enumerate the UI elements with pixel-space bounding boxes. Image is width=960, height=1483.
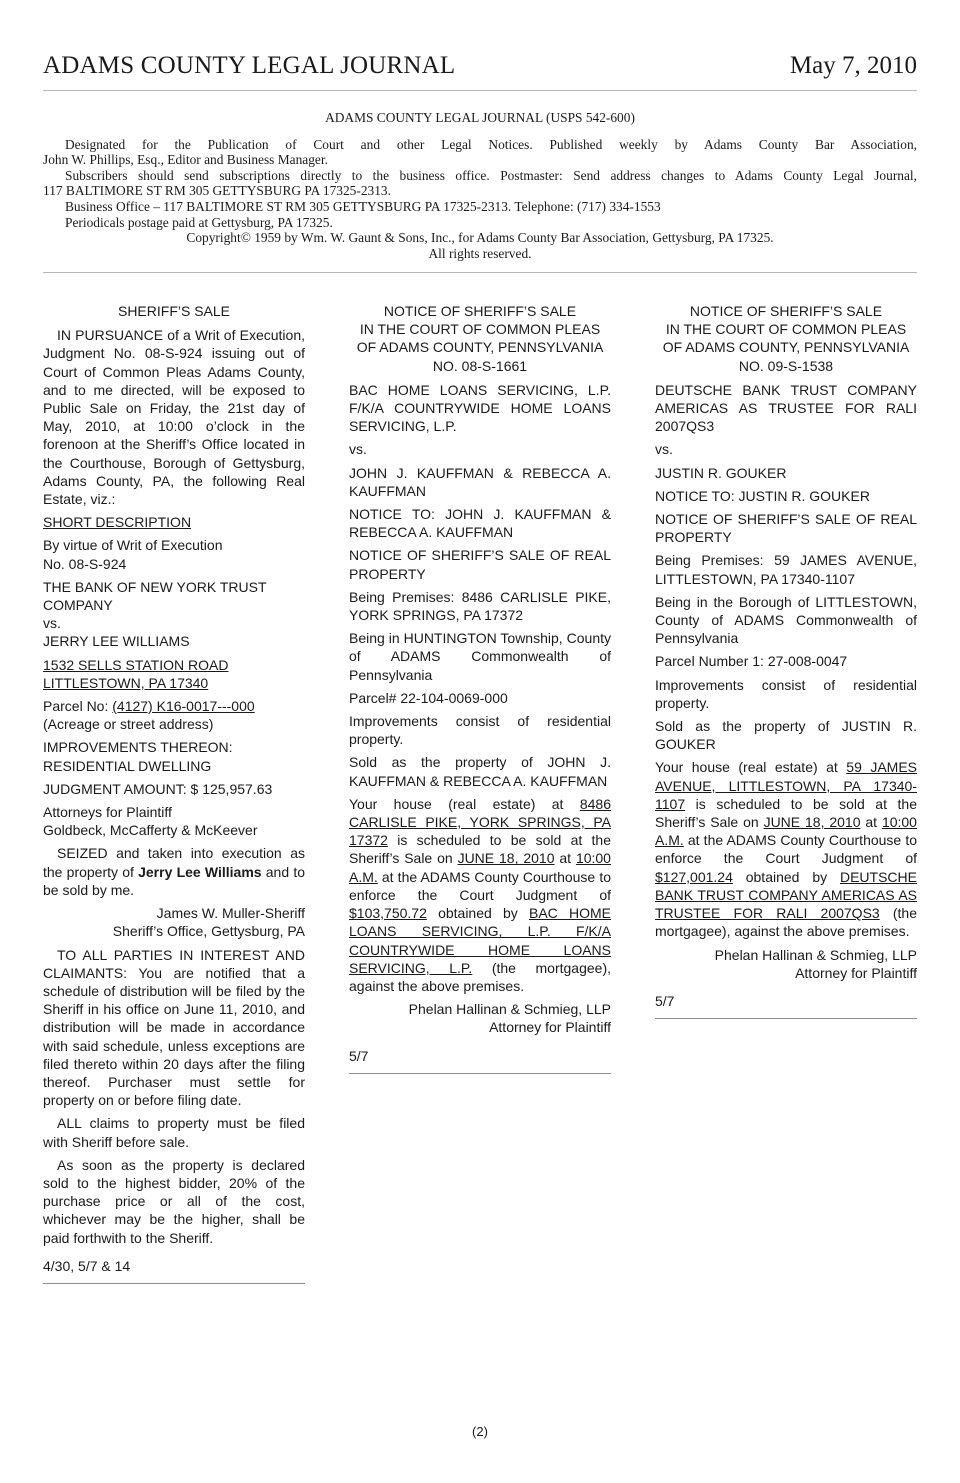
judgment-amount: $127,001.24 [655, 868, 733, 885]
house-address: 59 JAMES AVENUE, LITTLESTOWN, PA 17340-1107 [655, 759, 917, 812]
plaintiff-name: BAC HOME LOANS SERVICING, L.P. F/K/A COUNTRYWIDE HOME LOANS SERVICING, L.P. [349, 381, 611, 435]
heading-line-2: IN THE COURT OF COMMON PLEAS [359, 321, 601, 338]
heading-line-3: OF ADAMS COUNTY, PENNSYLVANIA [356, 339, 604, 356]
sold-as: Sold as the property of JUSTIN R. GOUKER [655, 718, 917, 753]
house-text-f: (the mortgagee), against the above premises. [655, 905, 918, 940]
house-text-b: is scheduled to be sold at the Sheriff’s Sale on [655, 795, 917, 831]
parcel-block [43, 697, 305, 733]
notice-heading [655, 302, 917, 375]
house-text-b: is scheduled to be sold at the Sheriff’s Sale on [349, 832, 611, 867]
sheriff-office: Sheriff’s Office, Gettysburg, PA [112, 923, 305, 940]
notice-sheriffs-sale-kauffman [349, 302, 611, 1079]
sold-paragraph: As soon as the property is declared sold to the highest bidder, 20% of the purchase price or all of the cost, whichever may be the higher, shall be paid forthwith to the Sheriff. [43, 1156, 305, 1246]
masthead-subscribers: Subscribers should send subscriptions directly to the business office. Postmaster: Send address changes to Adams County Legal Journal, [65, 167, 917, 183]
masthead-designated: Designated for the Publication of Court and other Legal Notices. Published weekly by Adams County Bar Association, [65, 136, 917, 152]
firm-role: Attorney for Plaintiff [795, 964, 917, 981]
mortgagee-name: BAC HOME LOANS SERVICING, L.P. F/K/A COUNTRYWIDE HOME LOANS SERVICING, L.P. [349, 905, 611, 976]
attorneys-firm: Goldbeck, McCafferty & McKeever [43, 822, 258, 839]
house-text-d: at the ADAMS County Courthouse to enforce the Court Judgment of [655, 832, 917, 867]
notice-heading: SHERIFF’S SALE [117, 303, 231, 319]
sold-as: Sold as the property of JOHN J. KAUFFMAN & REBECCA A. KAUFFMAN [349, 754, 611, 789]
borough: Being in the Borough of LITTLESTOWN, County of ADAMS Commonwealth of Pennsylvania [655, 593, 917, 647]
address-line-1: 1532 SELLS STATION ROAD [43, 656, 229, 673]
heading-line-2: IN THE COURT OF COMMON PLEAS [665, 321, 907, 338]
short-description-heading: SHORT DESCRIPTION [43, 514, 192, 531]
improvements: Improvements consist of residential property. [655, 676, 917, 711]
versus: vs. [43, 615, 61, 632]
masthead-business-office: Business Office – 117 BALTIMORE ST RM 305 GETTYSBURG PA 17325-2313. Telephone: (717) 334-1553 [65, 198, 661, 214]
firm-name: Phelan Hallinan & Schmieg, LLP [714, 946, 917, 963]
house-text-e: obtained by [732, 868, 840, 885]
sheriff-signature [43, 904, 305, 940]
publication-dates: 4/30, 5/7 & 14 [43, 1257, 305, 1284]
house-paragraph [655, 758, 917, 940]
defendant-name: JOHN J. KAUFFMAN & REBECCA A. KAUFFMAN [349, 464, 611, 499]
heading-case-number: NO. 09-S-1538 [738, 357, 834, 374]
publication-dates: 5/7 [655, 992, 917, 1019]
heading-line-1: NOTICE OF SHERIFF’S SALE [689, 303, 883, 319]
sheriff-name: James W. Muller-Sheriff [156, 905, 305, 922]
writ-block [43, 536, 305, 572]
parcel-number: (4127) K16-0017---000 [112, 698, 255, 715]
parcel-label: Parcel No: [43, 698, 113, 715]
heading-line-3: OF ADAMS COUNTY, PENNSYLVANIA [662, 339, 910, 356]
issue-date: May 7, 2010 [789, 52, 917, 79]
house-text-e: obtained by [426, 905, 529, 922]
house-text-d: at the ADAMS County Courthouse to enforce the Court Judgment of [349, 868, 611, 903]
notice-sheriffs-sale-gouker [655, 302, 917, 1024]
masthead [43, 110, 917, 261]
improvements: Improvements consist of residential property. [349, 713, 611, 748]
masthead-address: 117 BALTIMORE ST RM 305 GETTYSBURG PA 17325-2313. [43, 183, 391, 199]
defendant-name: JUSTIN R. GOUKER [655, 464, 787, 481]
township: Being in HUNTINGTON Township, County of ADAMS Commonwealth of Pennsylvania [349, 630, 611, 683]
masthead-editor: John W. Phillips, Esq., Editor and Business Manager. [43, 152, 328, 168]
publication-dates: 5/7 [349, 1047, 611, 1074]
notice-intro: IN PURSUANCE of a Writ of Execution, Judgment No. 08-S-924 issuing out of Court of Common Pleas Adams County, and to me directed, will be exposed to Public Sale on Friday, the 21st day of May, 2010, at 10:00 o’clock in the forenoon at the Sheriff’s Office located in the Courthouse, Borough of Gettysburg, Adams County, PA, the following Real Estate, viz.: [43, 327, 305, 508]
sale-time: 10:00 A.M. [655, 814, 917, 849]
masthead-divider [43, 272, 917, 273]
judgment-amount: $103,750.72 [349, 905, 427, 922]
versus: vs. [349, 441, 367, 458]
heading-line-1: NOTICE OF SHERIFF’S SALE [383, 303, 577, 319]
seized-text-end: and to be sold by me. [43, 863, 305, 898]
firm-role: Attorney for Plaintiff [489, 1019, 611, 1036]
sale-time: 10:00 A.M. [349, 850, 611, 885]
house-text-a: Your house (real estate) at [349, 795, 580, 812]
notice-to: NOTICE TO: JOHN J. KAUFFMAN & REBECCA A. KAUFFMAN [349, 506, 611, 541]
improvements-block [43, 738, 305, 774]
attorney-signature [349, 1000, 611, 1036]
seized-text: SEIZED and taken into execution as the property of [43, 845, 305, 880]
masthead-periodicals: Periodicals postage paid at Gettysburg, PA 17325. [65, 214, 333, 230]
parcel-number: Parcel# 22-104-0069-000 [349, 689, 508, 706]
premises: Being Premises: 8486 CARLISLE PIKE, YORK SPRINGS, PA 17372 [349, 588, 611, 624]
notice-heading [349, 302, 611, 375]
improvements-label: IMPROVEMENTS THEREON: [43, 739, 233, 756]
versus: vs. [655, 441, 673, 458]
house-text-c: at [860, 814, 882, 831]
notice-to: NOTICE TO: JUSTIN R. GOUKER [655, 487, 870, 504]
notice-of-sale: NOTICE OF SHERIFF’S SALE OF REAL PROPERTY [655, 511, 917, 546]
house-paragraph [349, 795, 611, 995]
parties-block [43, 578, 305, 651]
acreage-note: (Acreage or street address) [43, 716, 214, 733]
house-text-a: Your house (real estate) at [655, 759, 847, 776]
address-line-2: LITTLESTOWN, PA 17340 [43, 674, 209, 691]
attorney-signature [655, 946, 917, 982]
masthead-usps: ADAMS COUNTY LEGAL JOURNAL (USPS 542-600) [325, 110, 635, 125]
masthead-rights: All rights reserved. [428, 245, 532, 261]
house-text-f: (the mortgagee), against the above premises. [349, 959, 611, 994]
attorneys-block [43, 803, 305, 839]
notice-sheriffs-sale-williams [43, 302, 305, 1289]
firm-name: Phelan Hallinan & Schmieg, LLP [408, 1001, 611, 1018]
page-header [43, 52, 917, 91]
writ-line: By virtue of Writ of Execution [43, 537, 223, 554]
house-text-c: at [554, 850, 576, 867]
journal-title: ADAMS COUNTY LEGAL JOURNAL [43, 52, 456, 79]
improvements-value: RESIDENTIAL DWELLING [43, 757, 212, 774]
attorneys-label: Attorneys for Plaintiff [43, 804, 172, 821]
sale-date: JUNE 18, 2010 [763, 814, 861, 831]
seized-paragraph [43, 844, 305, 899]
defendant-name: JERRY LEE WILLIAMS [43, 633, 190, 650]
parcel-number: Parcel Number 1: 27-008-0047 [655, 653, 848, 670]
claims-paragraph: ALL claims to property must be filed with Sheriff before sale. [43, 1115, 305, 1150]
case-number: No. 08-S-924 [43, 555, 127, 572]
masthead-copyright: Copyright© 1959 by Wm. W. Gaunt & Sons, Inc., for Adams County Bar Association, Gettysburg, PA 17325. [186, 230, 774, 246]
plaintiff-name: DEUTSCHE BANK TRUST COMPANY AMERICAS AS TRUSTEE FOR RALI 2007QS3 [655, 381, 917, 435]
notice-of-sale: NOTICE OF SHERIFF’S SALE OF REAL PROPERTY [349, 547, 611, 582]
property-address [43, 656, 305, 692]
parties-in-interest: TO ALL PARTIES IN INTEREST AND CLAIMANTS: You are notified that a schedule of distribution will be filed by the Sheriff in his office on June 11, 2010, and distribution will be made in accordance with said schedule, unless exceptions are filed thereto within 20 days after the filing thereof. Purchaser must settle for property on or before filing date. [43, 946, 305, 1109]
house-address: 8486 CARLISLE PIKE, YORK SPRINGS, PA 17372 [349, 795, 611, 849]
page-number: (2) [472, 1424, 488, 1439]
plaintiff-name: THE BANK OF NEW YORK TRUST COMPANY [43, 578, 267, 614]
judgment-amount: JUDGMENT AMOUNT: $ 125,957.63 [43, 780, 273, 797]
sale-date: JUNE 18, 2010 [457, 850, 555, 867]
heading-case-number: NO. 08-S-1661 [432, 357, 528, 374]
premises: Being Premises: 59 JAMES AVENUE, LITTLESTOWN, PA 17340-1107 [655, 552, 917, 587]
mortgagee-name: DEUTSCHE BANK TRUST COMPANY AMERICAS AS TRUSTEE FOR RALI 2007QS3 [655, 868, 917, 922]
seized-owner: Jerry Lee Williams [138, 863, 262, 880]
